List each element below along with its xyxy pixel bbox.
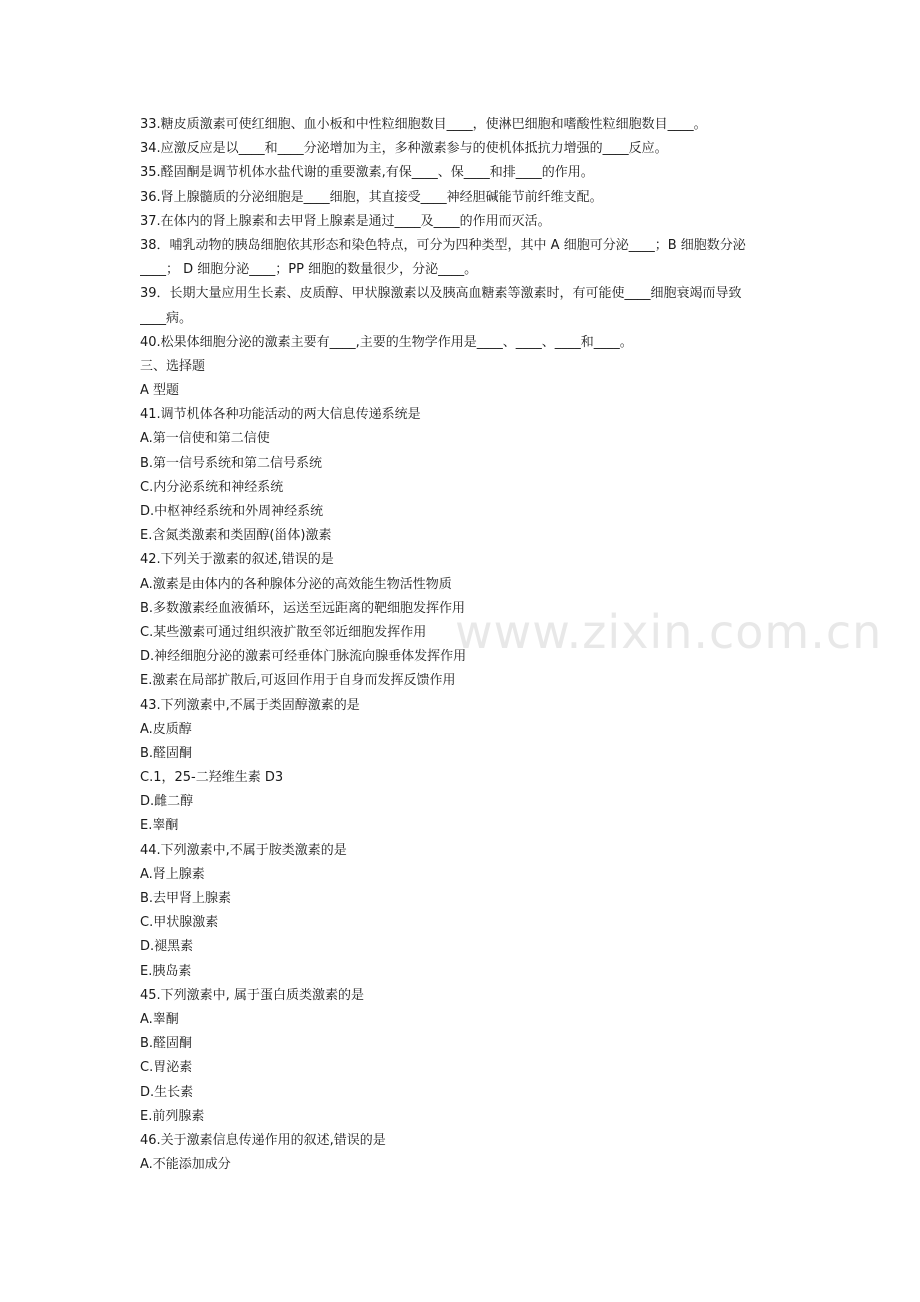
text-line: 46.关于激素信息传递作用的叙述,错误的是 xyxy=(140,1132,386,1148)
text-line: D.中枢神经系统和外周神经系统 xyxy=(140,504,324,519)
text-line: 37.在体内的肾上腺素和去甲肾上腺素是通过____及____的作用而灭活。 xyxy=(140,213,551,229)
text-line: 40.松果体细胞分泌的激素主要有____,主要的生物学作用是____、____、____和____。 xyxy=(140,334,633,350)
text-line: ____病。 xyxy=(140,310,193,326)
text-line: 41.调节机体各种功能活动的两大信息传递系统是 xyxy=(140,407,421,423)
text-line: 39．长期大量应用生长素、皮质醇、甲状腺激素以及胰高血糖素等激素时，有可能使____细胞衰竭而导致 xyxy=(140,286,742,302)
text-line: 33.糖皮质激素可使红细胞、血小板和中性粒细胞数目____，使淋巴细胞和嗜酸性粒细胞数目____。 xyxy=(140,117,707,132)
text-line: ____； D 细胞分泌____；PP 细胞的数量很少，分泌____。 xyxy=(140,262,478,278)
text-line: D.褪黑素 xyxy=(140,939,194,955)
text-line: 36.肾上腺髓质的分泌细胞是____细胞，其直接受____神经胆碱能节前纤维支配。 xyxy=(140,189,603,205)
text-line: 三、选择题 xyxy=(140,358,206,374)
text-line: C.1，25-二羟维生素 D3 xyxy=(140,770,284,786)
text-line: 35.醛固酮是调节机体水盐代谢的重要激素,有保____、保____和排____的作用。 xyxy=(140,165,594,181)
text-line: A.激素是由体内的各种腺体分泌的高效能生物活性物质 xyxy=(140,576,452,592)
text-line: D.雌二醇 xyxy=(140,794,194,810)
watermark: www.zixin.com.cn xyxy=(455,605,883,659)
text-line: B.多数激素经血液循环，运送至远距离的靶细胞发挥作用 xyxy=(140,600,466,616)
text-line: 43.下列激素中,不属于类固醇激素的是 xyxy=(140,697,360,713)
text-line: A.睾酮 xyxy=(140,1011,179,1027)
text-line: C.胃泌素 xyxy=(140,1060,193,1076)
text-line: C.内分泌系统和神经系统 xyxy=(140,479,284,495)
text-line: E.激素在局部扩散后,可返回作用于自身而发挥反馈作用 xyxy=(140,673,456,689)
text-line: A.皮质醇 xyxy=(140,721,192,737)
text-line: 44.下列激素中,不属于胺类激素的是 xyxy=(140,842,347,858)
text-line: E.含氮类激素和类固醇(甾体)激素 xyxy=(140,528,332,544)
text-line: 34.应激反应是以____和____分泌增加为主，多种激素参与的使机体抵抗力增强的____反应。 xyxy=(140,141,668,157)
text-line: A.肾上腺素 xyxy=(140,866,205,882)
text-line: A.不能添加成分 xyxy=(140,1157,231,1173)
text-line: D.神经细胞分泌的激素可经垂体门脉流向腺垂体发挥作用 xyxy=(140,649,467,665)
text-line: E.前列腺素 xyxy=(140,1108,205,1124)
text-line: 45.下列激素中, 属于蛋白质类激素的是 xyxy=(140,987,364,1003)
text-line: D.生长素 xyxy=(140,1084,194,1100)
text-line: E.睾酮 xyxy=(140,818,179,834)
text-line: A.第一信使和第二信使 xyxy=(140,431,270,447)
text-line: B.醛固酮 xyxy=(140,745,193,761)
text-line: C.甲状腺激素 xyxy=(140,915,219,931)
text-line: A 型题 xyxy=(140,383,180,399)
document-body xyxy=(140,113,790,1177)
text-line: 38．哺乳动物的胰岛细胞依其形态和染色特点，可分为四种类型，其中 A 细胞可分泌____；B 细胞数分泌 xyxy=(140,237,746,253)
text-line: B.第一信号系统和第二信号系统 xyxy=(140,455,323,471)
text-line: C.某些激素可通过组织液扩散至邻近细胞发挥作用 xyxy=(140,624,427,640)
text-line: E.胰岛素 xyxy=(140,963,192,979)
text-line: B.去甲肾上腺素 xyxy=(140,891,232,906)
text-line: B.醛固酮 xyxy=(140,1036,193,1052)
text-line: 42.下列关于激素的叙述,错误的是 xyxy=(140,552,334,568)
